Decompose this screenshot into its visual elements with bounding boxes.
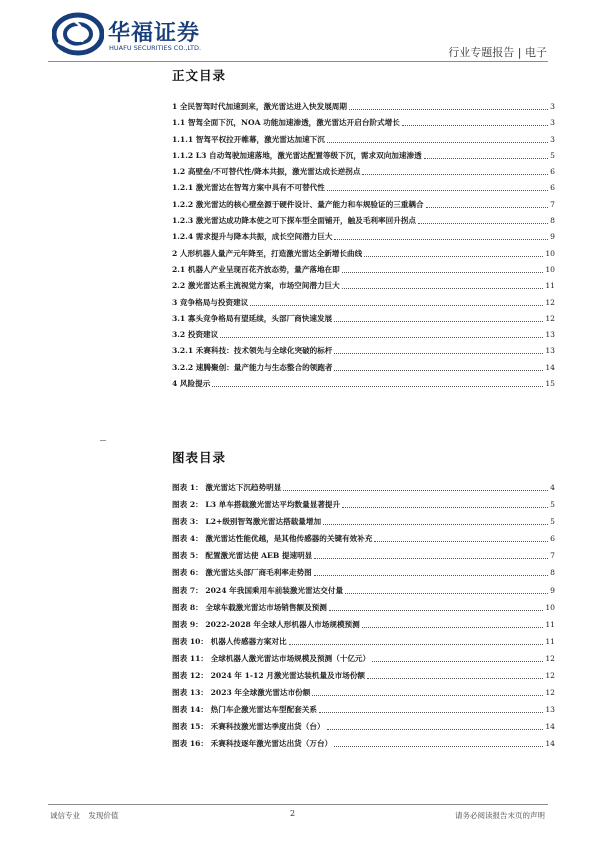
toc-entry-page: 3 <box>550 102 555 111</box>
leader-dots <box>334 239 548 240</box>
toc-list <box>172 102 555 395</box>
figure-entry[interactable] <box>172 688 555 698</box>
figure-entry-page: 14 <box>545 722 555 732</box>
toc-entry-page: 12 <box>545 313 555 323</box>
figure-entry-title: 图表 14： 热门车企激光雷达车型配套关系 <box>172 705 317 715</box>
leader-dots <box>314 575 548 576</box>
toc-entry[interactable] <box>172 200 555 210</box>
figure-entry[interactable] <box>172 568 555 578</box>
figure-entry-page: 6 <box>550 534 555 544</box>
figure-entry-title: 图表 9： 2022-2028 年全球人形机器人市场规模预测 <box>172 619 360 629</box>
leader-dots <box>312 695 543 696</box>
toc-entry-title: 1.2.1 激光雷达在智驾方案中具有不可替代性 <box>172 183 325 193</box>
figure-entry[interactable] <box>172 722 555 732</box>
figure-entry-title: 图表 10： 机器人传感器方案对比 <box>172 636 287 646</box>
toc-entry-title: 2 人形机器人量产元年降至，打造激光雷达全新增长曲线 <box>172 248 363 258</box>
toc-entry-page: 14 <box>545 362 555 372</box>
leader-dots <box>364 256 543 257</box>
report-type: 行业专题报告 | 电子 <box>448 46 547 59</box>
page-header <box>0 0 595 66</box>
figure-entry[interactable] <box>172 620 555 630</box>
toc-entry[interactable] <box>172 379 555 389</box>
leader-dots <box>362 627 544 628</box>
toc-entry-page: 5 <box>550 150 555 160</box>
toc-entry-title: 1.1 智驾全面下沉，NOA 功能加速渗透，激光雷达开启台阶式增长 <box>172 118 400 128</box>
figure-entry-page: 4 <box>550 483 555 492</box>
toc-entry[interactable] <box>172 135 555 145</box>
figure-entry-title: 图表 11： 全球机器人激光雷达市场规模及预测（十亿元） <box>172 653 371 663</box>
toc-entry[interactable] <box>172 151 555 161</box>
toc-entry-title: 2.2 激光雷达系主流视觉方案，市场空间潜力巨大 <box>172 281 340 291</box>
leader-dots <box>372 661 543 662</box>
figure-entry[interactable] <box>172 483 555 493</box>
toc-entry[interactable] <box>172 118 555 128</box>
toc-entry-title: 1.1.2 L3 自动驾驶加速落地，激光雷达配置等级下沉，需求双向加速渗透 <box>172 150 422 160</box>
footer-disclaimer: 请务必阅读报告末页的声明 <box>455 811 545 820</box>
figure-entry-title: 图表 13： 2023 年全球激光雷达市份额 <box>172 688 311 698</box>
leader-dots <box>327 190 548 191</box>
toc-entry[interactable] <box>172 346 555 356</box>
figure-entry-title: 图表 7： 2024 年我国乘用车前装激光雷达交付量 <box>172 585 344 595</box>
figure-entry-title: 图表 16： 禾赛科技逐年激光雷达出货（万台） <box>172 739 333 749</box>
toc-entry[interactable] <box>172 363 555 373</box>
toc-entry-page: 10 <box>545 264 555 274</box>
toc-entry[interactable] <box>172 167 555 177</box>
leader-dots <box>289 644 544 645</box>
logo-english-name: HUAFU SECURITIES CO.,LTD. <box>109 44 202 52</box>
figure-entry-page: 14 <box>545 739 555 749</box>
toc-entry-page: 12 <box>545 297 555 307</box>
figure-entry-page: 13 <box>545 705 555 715</box>
leader-dots <box>334 370 543 371</box>
leader-dots <box>212 386 543 387</box>
figure-entry-page: 8 <box>550 568 555 578</box>
toc-entry-page: 13 <box>545 346 555 356</box>
leader-dots <box>342 272 544 273</box>
figure-entry[interactable] <box>172 586 555 596</box>
leader-dots <box>374 541 548 542</box>
figure-entry-page: 5 <box>550 500 555 510</box>
leader-dots <box>362 174 548 175</box>
toc-entry-title: 1.1.1 智驾平权拉开帷幕，激光雷达加速下沉 <box>172 134 325 144</box>
leader-dots <box>334 746 543 747</box>
figure-entry-page: 12 <box>545 688 555 698</box>
toc-entry-page: 11 <box>545 281 555 291</box>
figure-entry-page: 5 <box>550 517 555 527</box>
leader-dots <box>345 593 548 594</box>
toc-entry[interactable] <box>172 249 555 259</box>
figure-entry-page: 11 <box>545 619 555 629</box>
figure-entry-page: 11 <box>545 636 555 646</box>
toc-entry-page: 8 <box>550 216 555 226</box>
figure-entry[interactable] <box>172 500 555 510</box>
footer-slogan: 诚信专业 发现价值 <box>50 811 119 820</box>
leader-dots <box>334 321 543 322</box>
toc-entry-page: 13 <box>545 330 555 340</box>
figure-entry[interactable] <box>172 671 555 681</box>
figure-entry-page: 10 <box>545 602 555 612</box>
leader-dots <box>327 142 548 143</box>
toc-title: 正文目录 <box>172 68 227 83</box>
figure-entry-page: 12 <box>545 653 555 663</box>
leader-dots <box>220 337 543 338</box>
toc-entry[interactable] <box>172 232 555 242</box>
leader-dots <box>283 490 548 491</box>
footer-divider <box>48 804 548 805</box>
toc-entry-page: 6 <box>550 183 555 193</box>
leader-dots <box>327 729 544 730</box>
figure-entry[interactable] <box>172 534 555 544</box>
toc-entry-title: 3.2.1 禾赛科技：技术领先与全球化突破的标杆 <box>172 346 333 356</box>
toc-entry-title: 1 全民智驾时代加速到来，激光雷达进入快发展周期 <box>172 102 347 111</box>
figure-entry-title: 图表 4： 激光雷达性能优越，是其他传感器的关键有效补充 <box>172 534 373 544</box>
leader-dots <box>424 158 548 159</box>
toc-entry[interactable] <box>172 265 555 275</box>
toc-entry-title: 1.2 高壁垒/不可替代性/降本共振，激光雷达成长逆拐点 <box>172 167 361 177</box>
leader-dots <box>367 678 543 679</box>
toc-entry[interactable] <box>172 183 555 193</box>
figure-entry-page: 7 <box>550 551 555 561</box>
figure-entry[interactable] <box>172 739 555 749</box>
company-logo <box>52 12 242 56</box>
figures-title: 图表目录 <box>172 450 227 465</box>
toc-entry-page: 7 <box>550 199 555 209</box>
leader-dots <box>349 109 548 110</box>
toc-entry-page: 3 <box>550 134 555 144</box>
toc-entry[interactable] <box>172 216 555 226</box>
leader-dots <box>323 524 548 525</box>
page-number: 2 <box>290 809 296 818</box>
figure-entry-title: 图表 1： 激光雷达下沉趋势明显 <box>172 483 282 492</box>
leader-dots <box>314 558 548 559</box>
figures-list <box>172 483 555 757</box>
figure-entry-title: 图表 15： 禾赛科技激光雷达季度出货（台） <box>172 722 325 732</box>
figure-entry[interactable] <box>172 551 555 561</box>
toc-entry-title: 3.2 投资建议 <box>172 330 219 340</box>
toc-entry-title: 3.1 寡头竞争格局有望延续，头部厂商快速发展 <box>172 313 333 323</box>
figure-entry[interactable] <box>172 705 555 715</box>
figure-entry-title: 图表 5： 配置激光雷达使 AEB 提速明显 <box>172 551 313 561</box>
figure-entry[interactable] <box>172 637 555 647</box>
leader-dots <box>319 712 543 713</box>
leader-dots <box>250 305 543 306</box>
leader-dots <box>342 288 544 289</box>
toc-entry-title: 1.2.3 激光雷达成功降本使之可下探车型全面铺开，触及毛利率回升拐点 <box>172 216 416 226</box>
header-divider <box>48 61 548 62</box>
toc-entry[interactable] <box>172 330 555 340</box>
toc-entry-page: 15 <box>545 379 555 389</box>
figure-entry-page: 12 <box>545 671 555 681</box>
figure-entry-title: 图表 6： 激光雷达头部厂商毛利率走势图 <box>172 568 312 578</box>
page-mark <box>100 440 106 441</box>
toc-entry[interactable] <box>172 102 555 112</box>
toc-entry-page: 3 <box>550 118 555 128</box>
toc-entry-title: 3.2.2 速腾聚创：量产能力与生态整合的领跑者 <box>172 362 333 372</box>
figure-entry-page: 9 <box>550 585 555 595</box>
toc-entry-page: 9 <box>550 232 555 242</box>
toc-entry-title: 1.2.4 需求提升与降本共振，成长空间潜力巨大 <box>172 232 333 242</box>
toc-entry-title: 2.1 机器人产业呈现百花齐放态势，量产落地在即 <box>172 264 340 274</box>
leader-dots <box>418 223 548 224</box>
toc-entry-page: 10 <box>545 248 555 258</box>
toc-entry[interactable] <box>172 298 555 308</box>
figure-entry-title: 图表 2： L3 单车搭载激光雷达平均数量显著提升 <box>172 500 341 510</box>
leader-dots <box>402 125 548 126</box>
toc-entry[interactable] <box>172 314 555 324</box>
leader-dots <box>334 353 543 354</box>
figure-entry[interactable] <box>172 517 555 527</box>
logo-chinese-name: 华福证券 <box>108 21 201 46</box>
figure-entry-title: 图表 12： 2024 年 1-12 月激光雷达装机量及市场份额 <box>172 671 366 681</box>
leader-dots <box>329 610 543 611</box>
toc-entry[interactable] <box>172 281 555 291</box>
toc-entry-page: 6 <box>550 167 555 177</box>
leader-dots <box>426 207 549 208</box>
figure-entry-title: 图表 3： L2+级别智驾激光雷达搭载量增加 <box>172 517 322 527</box>
toc-entry-title: 3 竞争格局与投资建议 <box>172 297 249 307</box>
huafu-logo-icon <box>52 12 104 56</box>
toc-entry-title: 4 风险提示 <box>172 379 211 389</box>
figure-entry[interactable] <box>172 603 555 613</box>
figure-entry[interactable] <box>172 654 555 664</box>
figure-entry-title: 图表 8： 全球车载激光雷达市场销售额及预测 <box>172 602 327 612</box>
toc-entry-title: 1.2.2 激光雷达的核心壁垒源于硬件设计、量产能力和车规验证的三重耦合 <box>172 199 424 209</box>
leader-dots <box>342 507 548 508</box>
